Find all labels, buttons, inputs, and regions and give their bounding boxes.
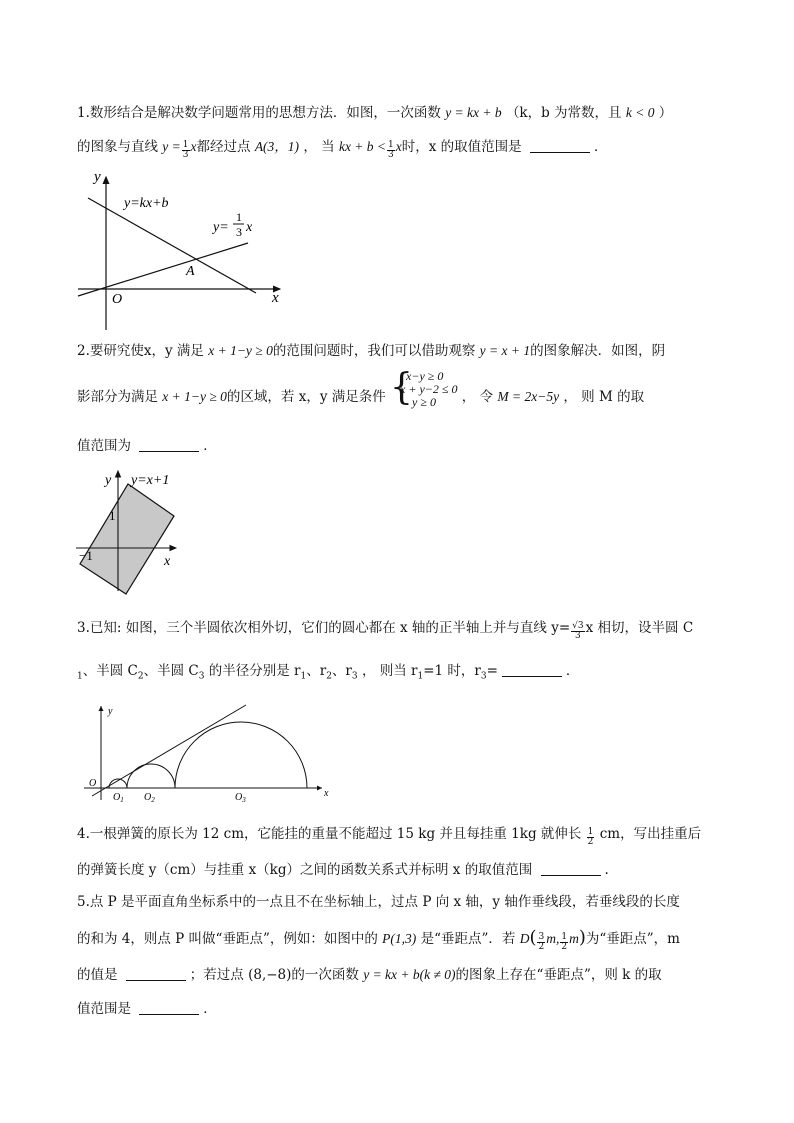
p4-line1: 4.一根弹簧的原长为 12 cm，它能挂的重量不能超过 15 kg 并且每挂重 1kg 就伸长 $\frac{1}{2}$ cm，写出挂重后 [77, 826, 702, 847]
p5-line1: 5.点 P 是平面直角坐标系中的一点且不在坐标轴上，过点 P 向 x 轴，y 轴作垂线段，若垂线段的长度 [77, 894, 680, 910]
p1-line2-num: 1 [236, 210, 242, 224]
p3-line1: 3.已知: 如图，三个半圆依次相外切，它们的圆心都在 x 轴的正半轴上并与直线 y= $\frac{√3}{3}$ x 相切，设半圆 C [77, 620, 694, 641]
p5-answer-blank-k[interactable] [139, 1002, 199, 1015]
p3-semicircle-3 [175, 722, 307, 788]
p2-line-label: y=x+1 [131, 473, 170, 488]
p5-point-p: P(1,3) [382, 931, 417, 946]
p5-line4: 值范围是 ． [77, 1001, 217, 1017]
p1-line2-label-pre: y= [213, 220, 229, 235]
p1-line1-label: y=kx+b [124, 196, 169, 211]
p4-answer-blank[interactable] [541, 863, 601, 876]
p3-fraction: $\frac{√3}{3}$ [572, 621, 584, 641]
p1-line2: 的图象与直线 y = $\frac{1}{3}$ x都经过点 A(3，1) ， 当 kx + b < $\frac{1}{3}$ x时，x 的取值范围是 ． [77, 139, 608, 160]
p2-figure [76, 466, 196, 606]
p2-line3: 值范围为 ． [77, 438, 217, 454]
p3-line2: $_1$、半圆 $C_2$、半圆 $C_3$ 的半径分别是 $r_1$、$r_2$、$r_3$ ， 则当 $r_1=1$ 时，$r_3=$ ． [77, 663, 580, 682]
p2-line1: 2.要研究使x，y 满足 x + 1−y ≥ 0的范围问题时，我们可以借助观察 y = x + 1的图象解决．如图，阴 [77, 343, 666, 359]
p3-center-1-label: $O_1$ [113, 792, 124, 804]
p3-semicircle-2 [127, 764, 175, 788]
p2-m-expression: M = 2x−5y [497, 389, 560, 404]
p3-x-label: x [324, 788, 329, 799]
p3-figure [82, 700, 342, 805]
p2-one-label: 1 [109, 508, 116, 523]
p2-inequality-system: { x−y ≥ 0 x + y−2 ≤ 0 y ≥ 0 [390, 367, 458, 409]
p1-point-a: A(3，1) [254, 139, 300, 154]
p5-answer-blank-m[interactable] [126, 968, 186, 981]
p2-neg-one-label: −1 [79, 548, 93, 563]
p2-line2: 影部分为满足 x + 1−y ≥ 0的区域，若 x，y 满足条件 { x−y ≥ 0 x + y−2 ≤ 0 y ≥ 0 ， 令 M = 2x−5y ， 则 M 的取 [77, 367, 645, 409]
p1-fraction: $\frac{1}{3}$ [182, 140, 189, 160]
p2-answer-blank[interactable] [139, 439, 199, 452]
p3-y-label: y [108, 706, 113, 717]
p3-center-3-label: $O_3$ [235, 792, 246, 804]
p3-answer-blank[interactable] [502, 664, 562, 677]
p3-tangent-line [92, 705, 246, 796]
p5-line3: 的值是 ；若过点 (8,−8)的一次函数 y = kx + b(k ≠ 0)的图象上存在“垂距点”，则 k 的取 [77, 967, 662, 983]
p1-answer-blank[interactable] [530, 140, 590, 153]
p1-figure [70, 165, 290, 335]
p1-point-a-label: A [186, 264, 195, 279]
p5-line2: 的和为 4，则点 P 叫做“垂距点”，例如：如图中的 P(1,3) 是“垂距点”．若 D( $\frac{3}{2}$ m, $\frac{1}{2}$ m)为“垂距点”，m [77, 927, 680, 952]
p1-y-label: y [94, 169, 101, 185]
p1-line2-label-post: x [246, 220, 253, 235]
p1-line-third-x [78, 243, 248, 296]
p1-line-kx-b [88, 198, 256, 293]
p1-line2-den: 3 [236, 225, 242, 239]
p1-condition: k < 0 [625, 105, 655, 120]
p1-origin-label: O [112, 292, 123, 307]
p3-origin-label: O [89, 778, 97, 789]
p3-center-2-label: $O_2$ [144, 792, 155, 804]
p1-linear-function: y = kx + b [445, 105, 502, 120]
p4-fraction: $\frac{1}{2}$ [587, 827, 594, 847]
p2-y-label: y [105, 473, 112, 488]
p1-line1: 1.数形结合是解决数学问题常用的思想方法．如图，一次函数 y = kx + b （k，b 为常数，且 k < 0 ） [77, 105, 673, 121]
p2-x-label: x [164, 554, 171, 569]
p1-x-label: x [272, 290, 279, 306]
p2-shaded-region [80, 484, 174, 594]
p4-line2: 的弹簧长度 y（cm）与挂重 x（kg）之间的函数关系式并标明 x 的取值范围 . [77, 862, 609, 878]
